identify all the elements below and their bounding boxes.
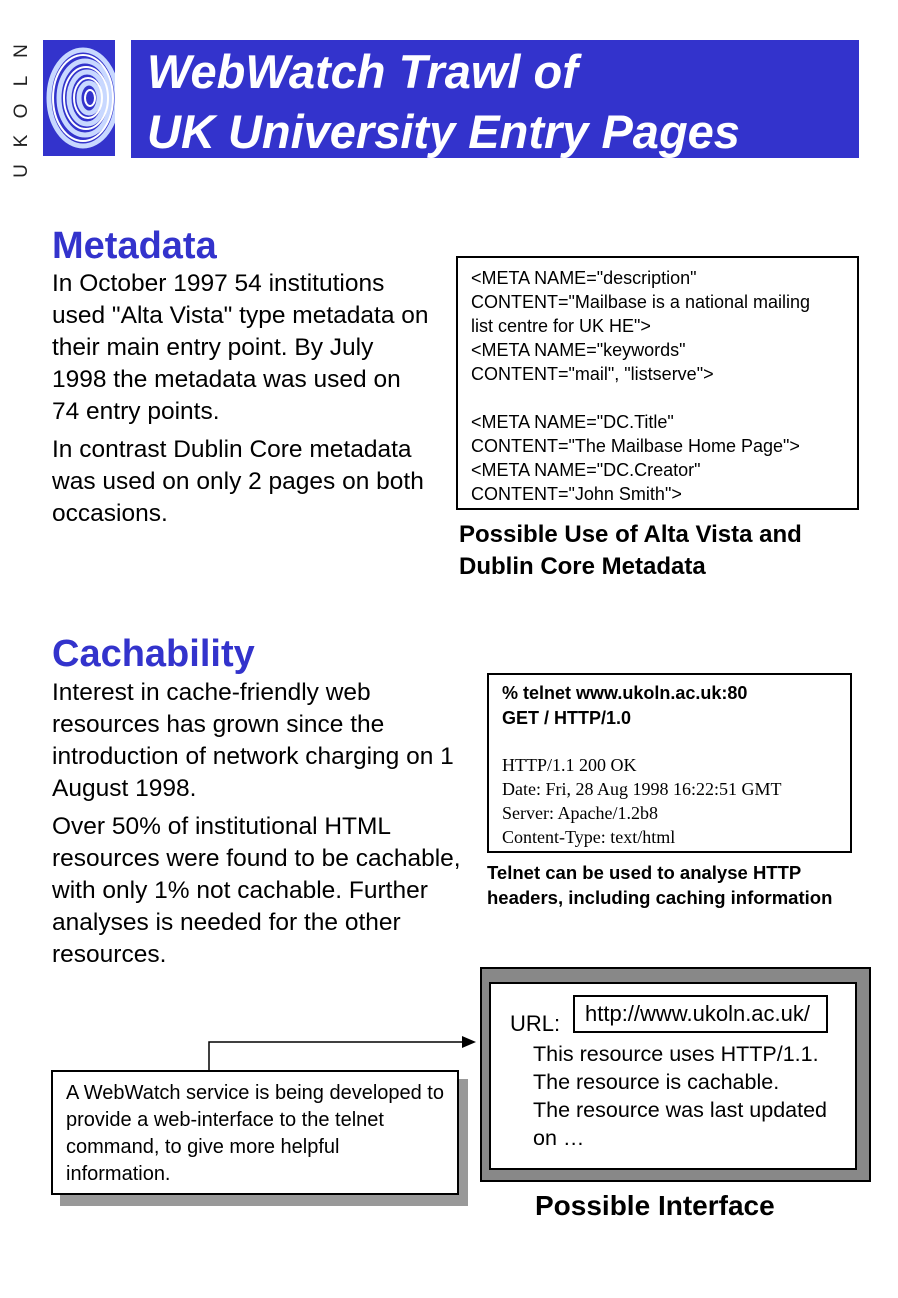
connector-arrow: [200, 1030, 480, 1075]
result-line: The resource was last updated: [533, 1098, 827, 1122]
metadata-paragraph: In contrast Dublin Core metadata was used on only 2 pages on both occasions.: [52, 436, 424, 527]
result-line: This resource uses HTTP/1.1.: [533, 1042, 819, 1066]
code-line: <META NAME="DC.Title": [471, 412, 674, 432]
code-line: CONTENT="The Mailbase Home Page">: [471, 436, 800, 456]
result-line: The resource is cachable.: [533, 1070, 780, 1094]
url-input[interactable]: http://www.ukoln.ac.uk/: [573, 995, 828, 1033]
code-line: <META NAME="DC.Creator": [471, 460, 701, 480]
logo-letter: N: [11, 44, 32, 58]
cachability-paragraph: Interest in cache-friendly web resources has grown since the introduction of network charging on 1 August 1998.: [52, 679, 454, 802]
code-line: list centre for UK HE">: [471, 316, 651, 336]
interface-panel: [489, 982, 857, 1170]
telnet-box: [487, 673, 852, 853]
telnet-caption: [487, 860, 832, 910]
code-line: <META NAME="keywords": [471, 340, 686, 360]
telnet-command: % telnet www.ukoln.ac.uk:80: [502, 683, 748, 703]
metadata-body: [52, 268, 432, 536]
metadata-caption: [459, 519, 802, 583]
webwatch-note: A WebWatch service is being developed to provide a web-interface to the telnet command, to give more helpful information.: [51, 1070, 459, 1195]
result-line: on …: [533, 1126, 585, 1150]
response-line: Content-Type: text/html: [502, 827, 676, 847]
caption-line: headers, including caching information: [487, 887, 833, 908]
cachability-body: [52, 677, 472, 977]
title-banner: [131, 40, 859, 158]
response-line: Server: Apache/1.2b8: [502, 803, 658, 823]
url-label: URL:: [510, 1011, 561, 1036]
caption-line: Dublin Core Metadata: [459, 553, 706, 580]
ukoln-vertical-text: [12, 36, 32, 186]
caption-line: Possible Use of Alta Vista and: [459, 521, 802, 548]
metadata-paragraph: In October 1997 54 institutions used "Alta Vista" type metadata on their main entry point. By July 1998 the metadata was used on 74 entry points.: [52, 270, 429, 425]
cachability-paragraph: Over 50% of institutional HTML resources were found to be cachable, with only 1% not cachable. Further analyses is needed for the other resources.: [52, 813, 461, 968]
cachability-heading: Cachability: [52, 633, 255, 675]
interface-results: [533, 1040, 827, 1152]
logo-letter: U: [11, 164, 32, 178]
code-line: CONTENT="mail", "listserve">: [471, 364, 714, 384]
logo-letter: O: [11, 103, 32, 119]
response-line: Date: Fri, 28 Aug 1998 16:22:51 GMT: [502, 779, 782, 799]
code-line: <META NAME="description": [471, 268, 697, 288]
ukoln-logo: [43, 40, 115, 156]
ukoln-swirl-icon: [43, 40, 115, 156]
code-line: CONTENT="Mailbase is a national mailing: [471, 292, 811, 312]
logo-letter: K: [11, 134, 32, 148]
metadata-code-box: [456, 256, 859, 510]
interface-caption: Possible Interface: [535, 1190, 775, 1221]
caption-line: Telnet can be used to analyse HTTP: [487, 862, 802, 883]
title-line-2: UK University Entry Pages: [147, 105, 740, 158]
response-line: HTTP/1.1 200 OK: [502, 755, 637, 775]
title-line-1: WebWatch Trawl of: [147, 45, 578, 98]
metadata-heading: Metadata: [52, 225, 217, 267]
logo-letter: L: [11, 75, 32, 87]
telnet-get: GET / HTTP/1.0: [502, 708, 632, 728]
code-line: CONTENT="John Smith">: [471, 484, 682, 504]
